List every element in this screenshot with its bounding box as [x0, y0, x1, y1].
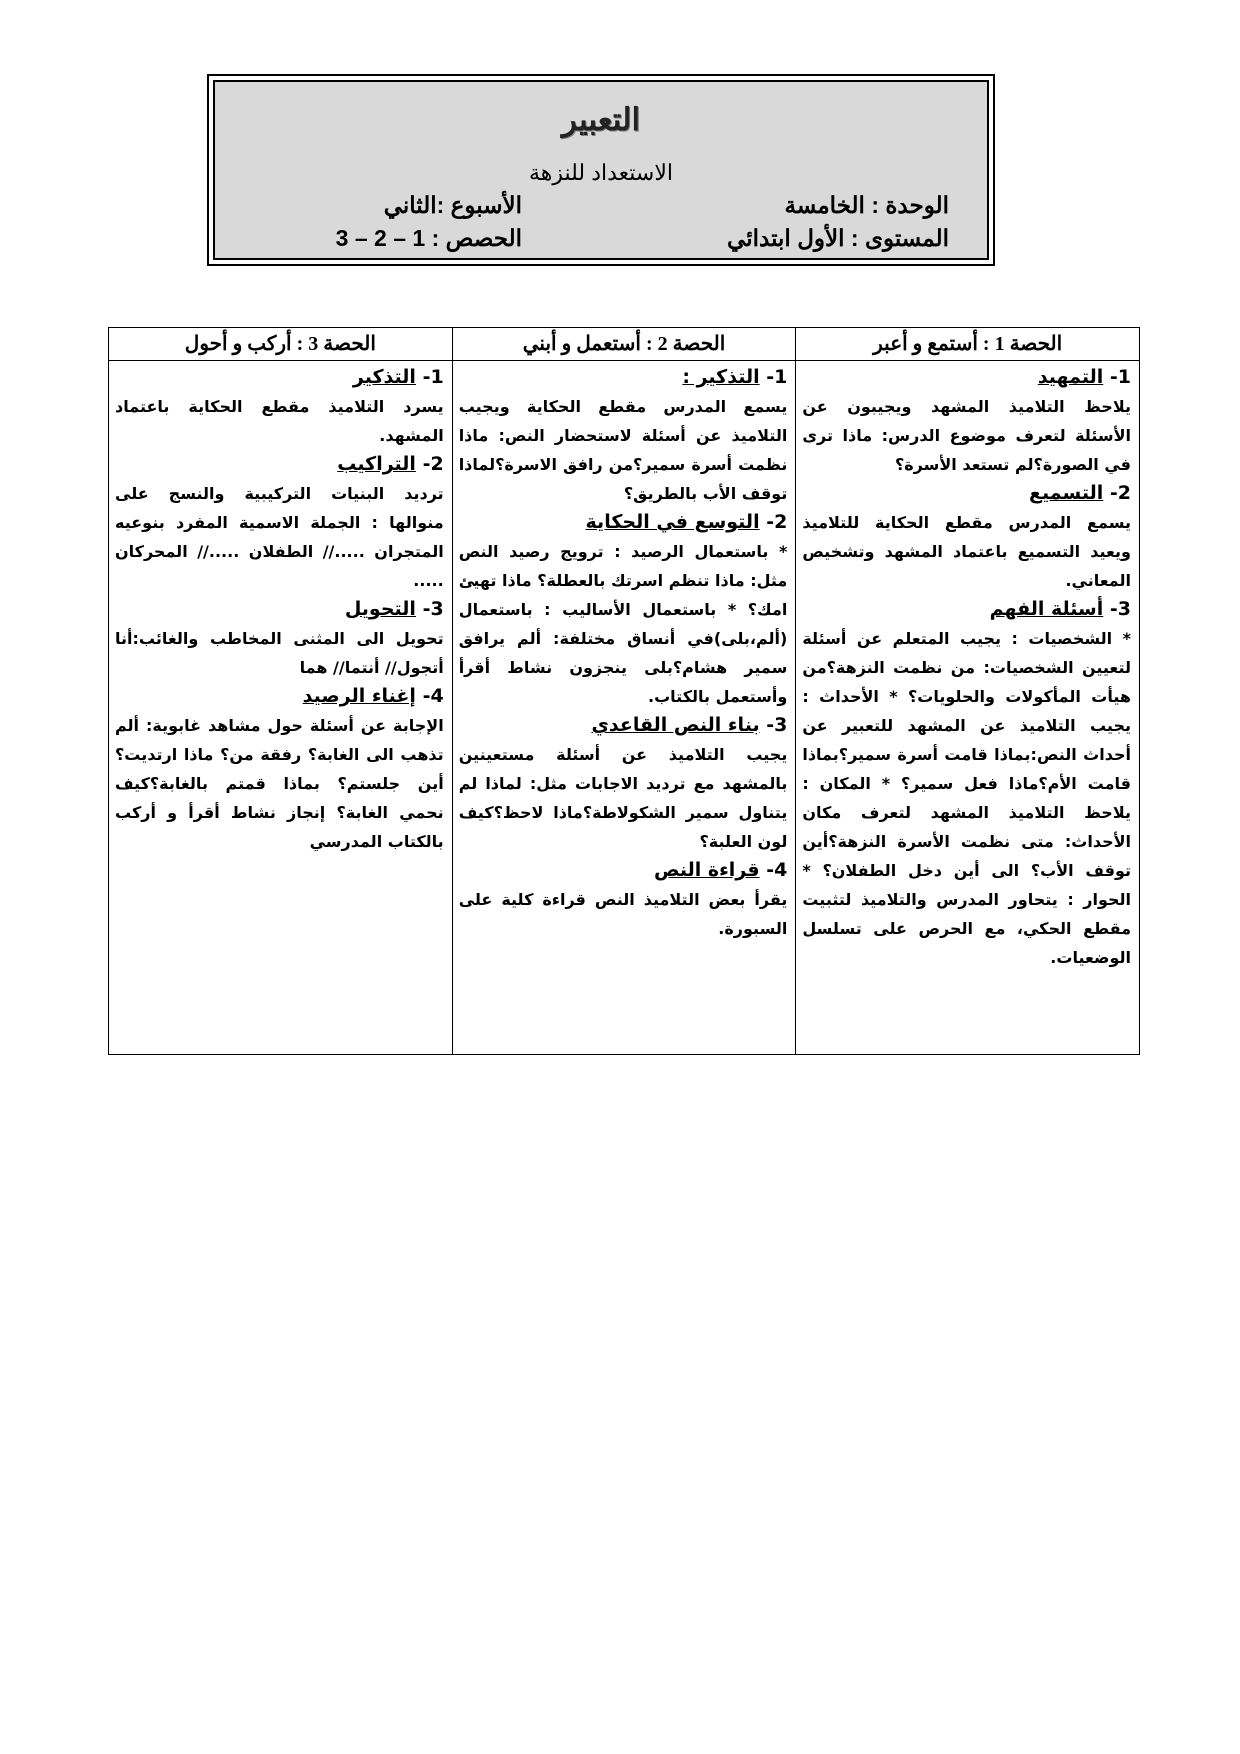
- section-title: التراكيب: [337, 453, 416, 475]
- section-number: 1-: [1109, 366, 1131, 388]
- section-heading: [459, 508, 788, 537]
- section-number: 3-: [422, 598, 444, 620]
- lesson-plan-table: [108, 327, 1140, 1055]
- section-number: 1-: [766, 366, 788, 388]
- section-title: التسميع: [1029, 482, 1104, 504]
- column-header-session-1: الحصة 1 : أستمع و أعبر: [796, 328, 1140, 361]
- section-body: يقرأ بعض التلاميذ النص قراءة كلية على السبورة.: [458, 890, 788, 938]
- section-body: يسمع المدرس مقطع الحكاية للتلاميذ ويعيد التسميع باعتماد المشهد وتشخيص المعاني.: [802, 513, 1131, 590]
- section-number: 1-: [422, 366, 444, 388]
- section-title: التذكير: [352, 366, 416, 388]
- section-body: الإجابة عن أسئلة حول مشاهد غابوية: ألم تذهب الى الغابة؟ رفقة من؟ ماذا ارتديت؟أين جلستم؟ بماذا قمتم بالغابة؟كيف نحمي الغابة؟ إنجاز نشاط أقرأ و أركب بالكتاب المدرسي: [115, 716, 444, 851]
- section-title: التحويل: [344, 598, 416, 620]
- section-heading: [459, 363, 788, 392]
- section-number: 3-: [766, 714, 788, 736]
- level-field: المستوى : الأول ابتدائي: [727, 225, 949, 251]
- section-number: 3-: [1109, 598, 1131, 620]
- sessions-field: الحصص : 1 – 2 – 3: [335, 225, 522, 251]
- session-2-cell: [452, 361, 796, 1055]
- session-1-cell: [796, 361, 1140, 1055]
- header-box: [207, 74, 995, 266]
- unit-field: الوحدة : الخامسة: [784, 192, 949, 218]
- section-body: يسمع المدرس مقطع الحكاية ويجيب التلاميذ عن أسئلة لاستحضار النص: ماذا نظمت أسرة سمير؟من رافق الاسرة؟لماذا توقف الأب بالطريق؟: [458, 397, 788, 503]
- column-header-session-2: الحصة 2 : أستعمل و أبني: [452, 328, 796, 361]
- section-heading: [115, 450, 444, 479]
- section-heading: [115, 595, 444, 624]
- section-heading: [802, 363, 1131, 392]
- section-title: بناء النص القاعدي: [591, 714, 760, 736]
- section-title: التذكير :: [682, 366, 760, 388]
- header-panel: [213, 80, 989, 260]
- section-heading: [115, 363, 444, 392]
- section-heading: [459, 711, 788, 740]
- section-body: * باستعمال الرصيد : ترويج رصيد النص مثل: ماذا تنظم اسرتك بالعطلة؟ ماذا تهيئ امك؟ * باستعمال الأساليب : باستعمال (ألم،بلى)في أنساق مختلفة: ألم يرافق سمير هشام؟بلى ينجزون نشاط أقرأ وأستعمل بالكتاب.: [458, 542, 788, 706]
- section-title: قراءة النص: [653, 859, 760, 881]
- section-number: 2-: [766, 511, 788, 533]
- section-number: 4-: [422, 685, 444, 707]
- section-title: أسئلة الفهم: [989, 598, 1104, 620]
- section-body: يلاحظ التلاميذ المشهد ويجيبون عن الأسئلة لتعرف موضوع الدرس: ماذا ترى في الصورة؟لم تستعد الأسرة؟: [802, 397, 1131, 474]
- section-title: التمهيد: [1037, 366, 1104, 388]
- session-3-cell: [109, 361, 453, 1055]
- section-body: تحويل الى المثنى المخاطب والغائب:أنا أتجول// أنتما// هما: [115, 629, 444, 677]
- lesson-subtitle: الاستعداد للنزهة: [528, 160, 674, 185]
- table-row: [109, 361, 1140, 1055]
- section-number: 2-: [422, 453, 444, 475]
- section-heading: [115, 682, 444, 711]
- section-title: إغناء الرصيد: [302, 685, 416, 707]
- section-number: 4-: [766, 859, 788, 881]
- section-title: التوسع في الحكاية: [585, 511, 760, 533]
- section-heading: [802, 595, 1131, 624]
- table-header-row: [109, 328, 1140, 361]
- column-header-session-3: الحصة 3 : أركب و أحول: [109, 328, 453, 361]
- section-body: ترديد البنيات التركيبية والنسج على منوالها : الجملة الاسمية المفرد بنوعيه المتجران .....// الطفلان .....// المحركان .....: [115, 484, 444, 590]
- section-body: * الشخصيات : يجيب المتعلم عن أسئلة لتعيين الشخصيات: من نظمت النزهة؟من هيأت المأكولات والحلويات؟ * الأحداث : يجيب التلاميذ عن المشهد للتعبير عن أحداث النص:بماذا قامت أسرة سمير؟بماذا قامت الأم؟ماذا فعل سمير؟ * المكان : يلاحظ التلاميذ المشهد لتعرف مكان الأحداث: متى نظمت الأسرة النزهة؟أين توقف الأب؟ الى أين دخل الطفلان؟ * الحوار : يتحاور المدرس والتلاميذ لتثبيت مقطع الحكي، مع الحرص على تسلسل الوضعيات.: [802, 629, 1131, 967]
- section-heading: [459, 856, 788, 885]
- week-field: الأسبوع :الثاني: [383, 192, 522, 218]
- section-number: 2-: [1109, 482, 1131, 504]
- section-heading: [802, 479, 1131, 508]
- section-body: يجيب التلاميذ عن أسئلة مستعينين بالمشهد مع ترديد الاجابات مثل: لماذا لم يتناول سمير الشكولاطة؟ماذا لاحظ؟كيف لون العلبة؟: [458, 745, 788, 851]
- page-title: التعبير: [561, 102, 641, 138]
- section-body: يسرد التلاميذ مقطع الحكاية باعتماد المشهد.: [115, 397, 444, 445]
